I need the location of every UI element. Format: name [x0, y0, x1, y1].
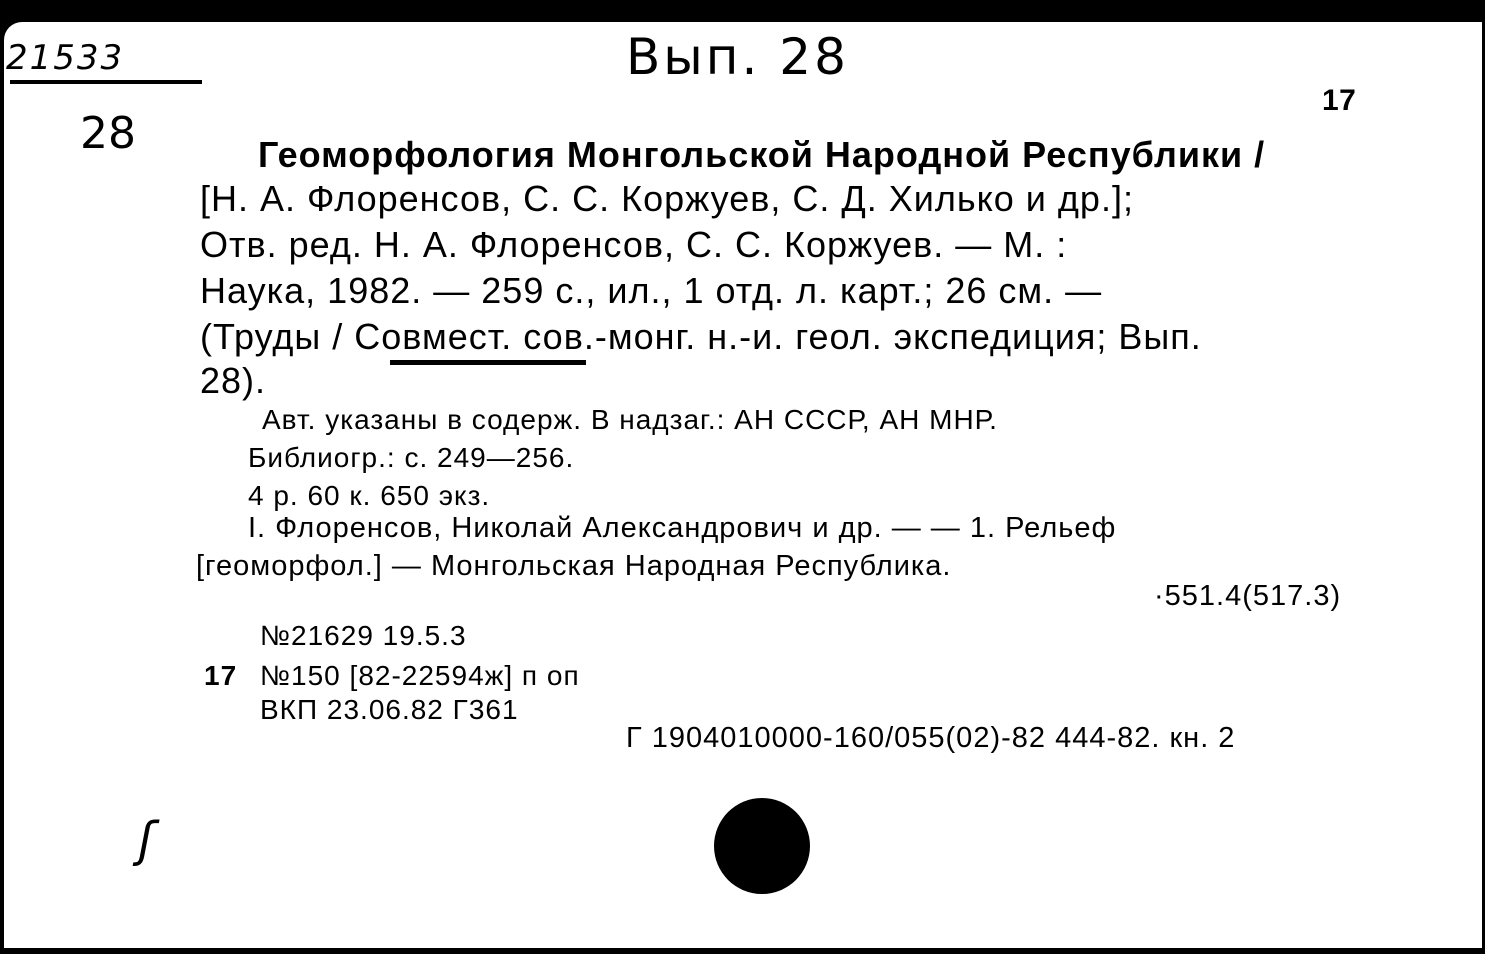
note-bibliography: Библиогр.: с. 249—256. [248, 442, 575, 473]
description-line-5: 28). [200, 360, 267, 401]
volume-header: Вып. 28 [626, 28, 849, 86]
book-title: Геоморфология Монгольской Народной Республики / [258, 134, 1266, 175]
order-line: №21629 19.5.3 [260, 620, 467, 651]
description-line-1: [Н. А. Флоренсов, С. С. Коржуев, С. Д. Хилько и др.]; [200, 178, 1134, 219]
print-line: №150 [82-22594ж] п оп [260, 660, 580, 691]
description-line-3: Наука, 1982. — 259 с., ил., 1 отд. л. карт.; 26 см. — [200, 270, 1103, 311]
description-line-2: Отв. ред. Н. А. Флоренсов, С. С. Коржуев. — М. : [200, 224, 1068, 265]
print-number: 17 [204, 660, 238, 691]
classification-code: Г 1904010000-160/055(02)-82 444-82. кн. 2 [626, 722, 1236, 754]
volume-handwritten: 28 [80, 108, 136, 159]
note-price: 4 р. 60 к. 650 экз. [248, 480, 491, 511]
series-underline [390, 360, 586, 365]
inventory-underline [10, 80, 202, 84]
udc-index: ·551.4(517.3) [1154, 580, 1342, 612]
note-authors: Авт. указаны в содерж. В надзаг.: АН СССР, АН МНР. [262, 404, 998, 435]
inventory-number: 21533 [6, 38, 125, 78]
vkp-line: ВКП 23.06.82 Г361 [260, 694, 519, 725]
corner-number: 17 [1322, 84, 1357, 117]
tracing-line-1: I. Флоренсов, Николай Александрович и др. — — 1. Рельеф [248, 512, 1117, 544]
description-line-4: (Труды / Совмест. сов.-монг. н.-и. геол. экспедиция; Вып. [200, 316, 1202, 357]
margin-mark: ʃ [138, 812, 155, 868]
catalog-card [4, 22, 1482, 948]
tracing-line-2: [геоморфол.] — Монгольская Народная Республика. [196, 550, 952, 582]
punch-hole [714, 798, 810, 894]
